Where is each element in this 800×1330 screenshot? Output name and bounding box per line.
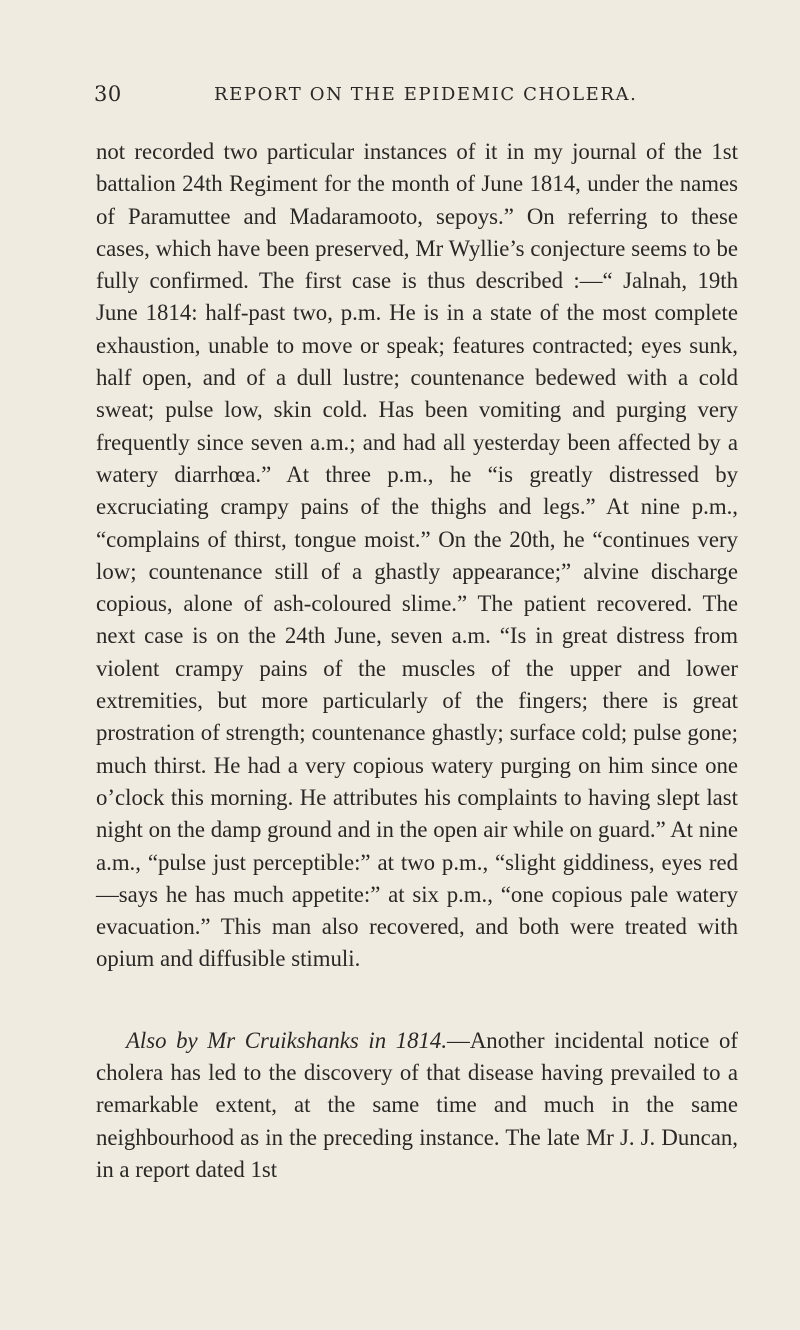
page-header bbox=[94, 82, 734, 112]
paragraph bbox=[96, 1025, 738, 1186]
page-number: 30 bbox=[94, 82, 122, 106]
body-text bbox=[96, 136, 738, 1186]
paragraph-text: —Another incidental notice of cholera has led to the discovery of that disease having prevailed to a remarkable extent, at the same time and much in the same neighbourhood as in the preceding instance. The late Mr J. J. Duncan, in a report dated 1st bbox=[96, 1027, 738, 1182]
paragraph-lead: Also by Mr Cruikshanks in 1814. bbox=[126, 1027, 448, 1053]
running-title: REPORT ON THE EPIDEMIC CHOLERA. bbox=[214, 84, 638, 105]
paragraph: not recorded two particular instances of it in my journal of the 1st battalion 24th Regiment for the month of June 1814, under the names of Paramuttee and Madaramooto, sepoys.” On referring to these cases, which have been preserved, Mr Wyllie’s conjecture seems to be fully confirmed. The first case is thus described :—“ Jalnah, 19th June 1814: half-past two, p.m. He is in a state of the most complete exhaustion, unable to move or speak; features contracted; eyes sunk, half open, and of a dull lustre; countenance bedewed with a cold sweat; pulse low, skin cold. Has been vomiting and purging very frequently since seven a.m.; and had all yesterday been affected by a watery diarrhœa.” At three p.m., he “is greatly distressed by excruciating crampy pains of the thighs and legs.” At nine p.m., “complains of thirst, tongue moist.” On the 20th, he “continues very low; countenance still of a ghastly appearance;” alvine discharge copious, alone of ash-coloured slime.” The patient recovered. The next case is on the 24th June, seven a.m. “Is in great distress from violent crampy pains of the muscles of the upper and lower extremities, but more particularly of the fingers; there is great prostration of strength; countenance ghastly; surface cold; pulse gone; much thirst. He had a very copious watery purging on him since one o’clock this morning. He attributes his complaints to having slept last night on the damp ground and in the open air while on guard.” At nine a.m., “pulse just perceptible:” at two p.m., “slight giddiness, eyes red—says he has much appetite:” at six p.m., “one copious pale watery evacuation.” This man also recovered, and both were treated with opium and diffusible stimuli. bbox=[96, 139, 738, 972]
